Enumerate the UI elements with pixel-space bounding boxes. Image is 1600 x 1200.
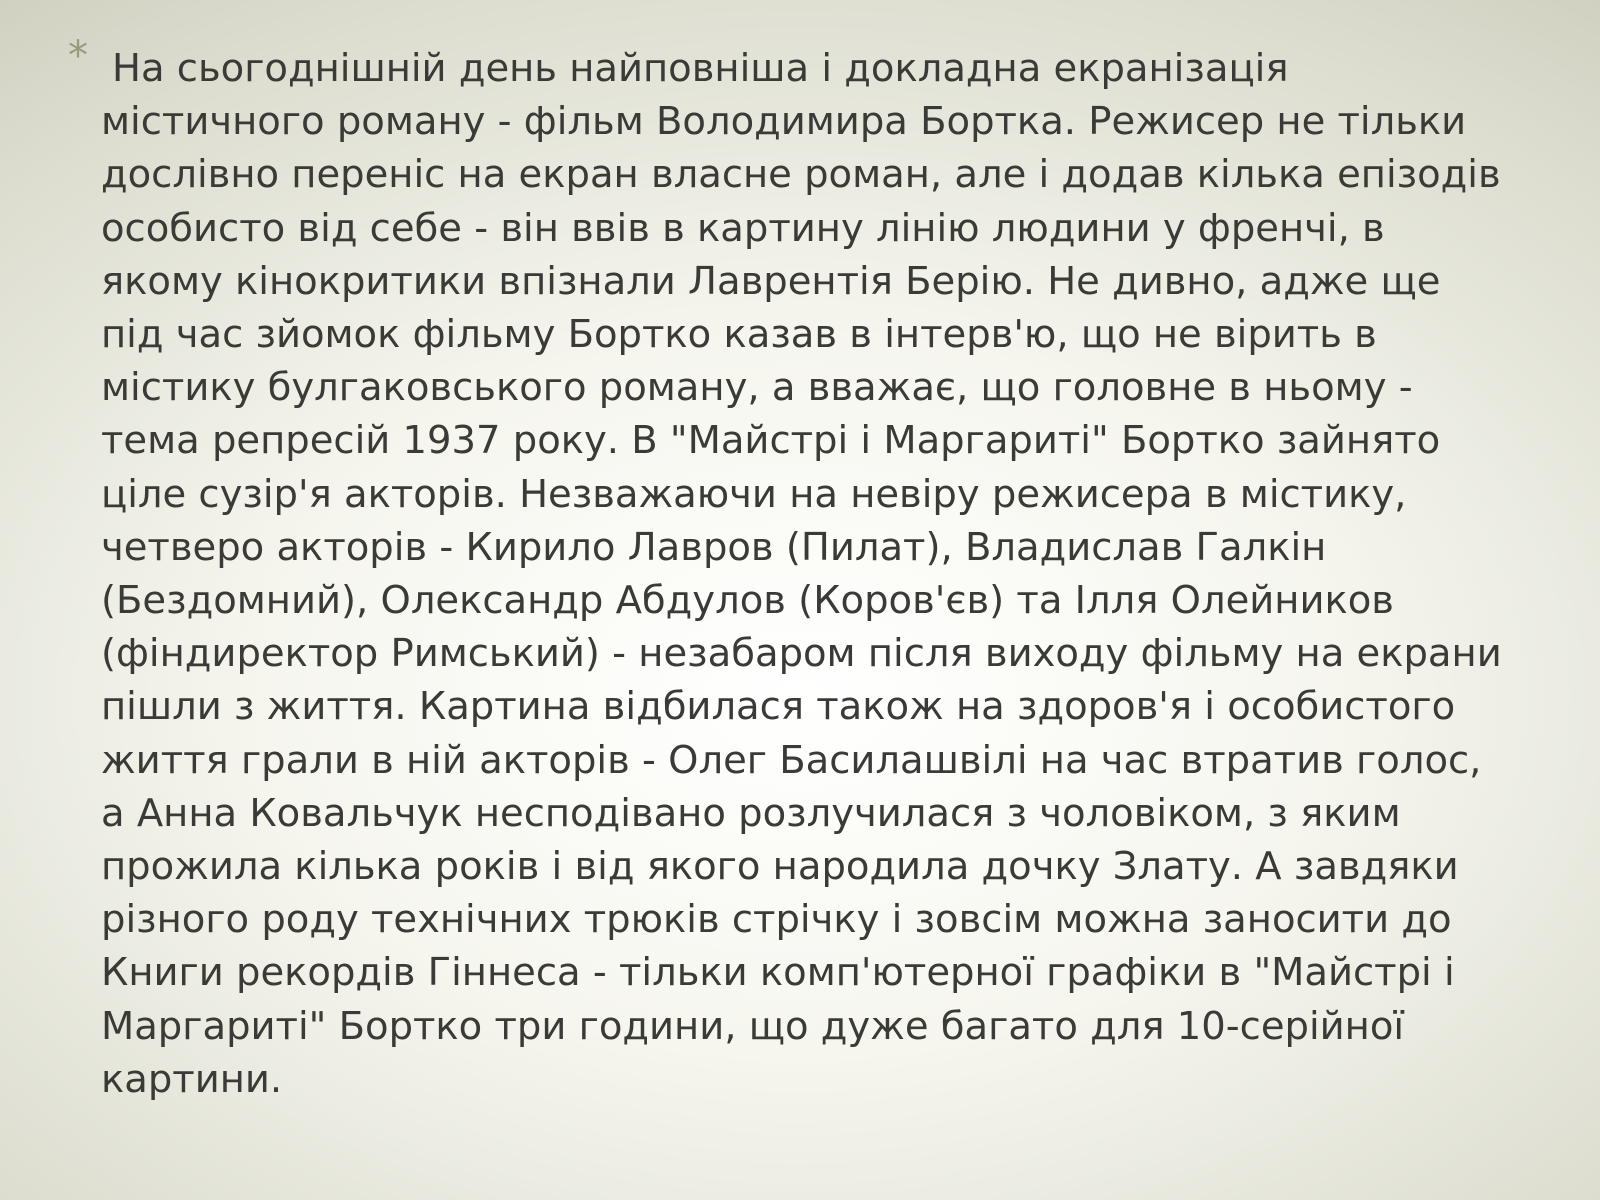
text-line: якому кінокритики впізнали Лаврентія Берію. Не дивно, адже ще (101, 258, 1441, 304)
text-line: (Бездомний), Олександр Абдулов (Коров'єв) та Ілля Олейников (101, 578, 1394, 624)
text-line: особисто від себе - він ввів в картину лінію людини у френчі, в (101, 205, 1385, 251)
text-line: містику булгаковського роману, а вважає, що головне в ньому - (101, 365, 1413, 411)
text-line: пішли з життя. Картина відбилася також на здоров'я і особистого (101, 684, 1456, 730)
text-line: четверо акторів - Кирило Лавров (Пилат), Владислав Галкін (101, 524, 1327, 570)
paragraph-text (101, 42, 1541, 1106)
bullet-asterisk-icon: * (68, 33, 88, 79)
text-line: життя грали в ній акторів - Олег Басилашвілі на час втратив голос, (101, 737, 1482, 783)
text-line: Маргариті" Бортко три години, що дуже багато для 10-серійної (101, 1003, 1405, 1049)
text-line: На сьогоднішній день найповніша і докладна екранізація (112, 46, 1289, 91)
text-line: різного роду технічних трюків стрічку і зовсім можна заносити до (101, 897, 1452, 943)
text-line: а Анна Ковальчук несподівано розлучилася з чоловіком, з яким (101, 790, 1401, 836)
text-line: під час зйомок фільму Бортко казав в інтерв'ю, що не вірить в (101, 312, 1377, 358)
text-line: картини. (101, 1056, 283, 1102)
text-line: містичного роману - фільм Володимира Бортка. Режисер не тільки (101, 99, 1467, 145)
text-line: (фіндиректор Римський) - незабаром після виходу фільму на екрани (101, 631, 1502, 677)
text-line: Книги рекордів Гіннеса - тільки комп'ютерної графіки в "Майстрі і (101, 950, 1455, 996)
text-line: тема репресій 1937 року. В "Майстрі і Маргариті" Бортко зайнято (101, 418, 1441, 464)
text-line: ціле сузір'я акторів. Незважаючи на невіру режисера в містику, (101, 471, 1407, 517)
text-line: дослівно переніс на екран власне роман, але і додав кілька епізодів (101, 152, 1501, 198)
text-line: прожила кілька років і від якого народила дочку Злату. А завдяки (101, 844, 1459, 890)
